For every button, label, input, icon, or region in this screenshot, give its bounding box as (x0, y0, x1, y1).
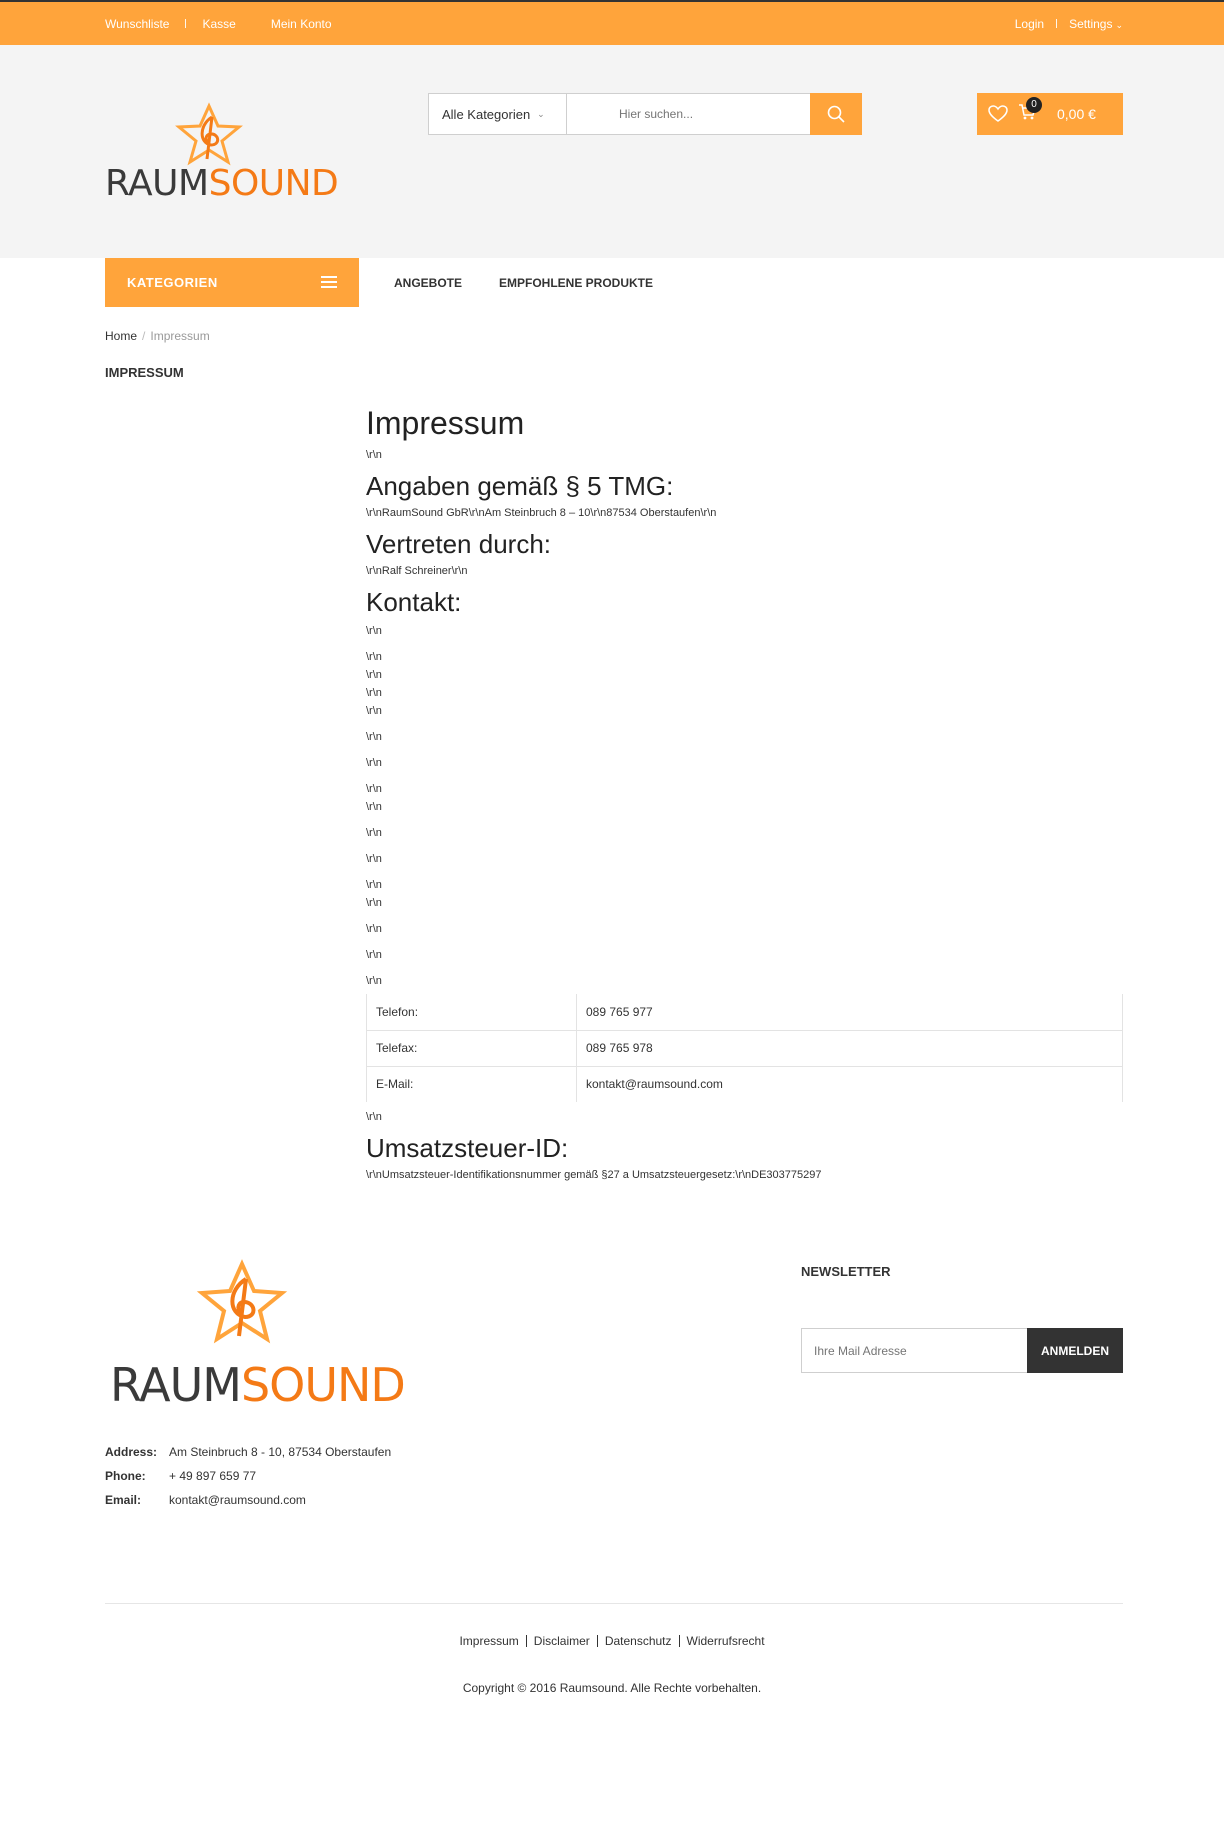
hamburger-icon (321, 276, 337, 291)
text-line: \r\n (366, 783, 382, 795)
text-line: \r\n (366, 975, 382, 987)
breadcrumb-separator: / (142, 329, 146, 343)
categories-label: KATEGORIEN (127, 275, 218, 290)
newsletter-title: NEWSLETTER (801, 1264, 891, 1279)
text-line: \r\n (366, 625, 382, 637)
account-link[interactable]: Mein Konto (270, 16, 332, 31)
text-line: \r\n (366, 923, 382, 935)
table-cell-value[interactable]: kontakt@raumsound.com (577, 1066, 1123, 1102)
footer-link-disclaimer[interactable]: Disclaimer (533, 1634, 590, 1648)
footer-contact-info (105, 1440, 391, 1512)
footer-links (0, 1634, 1224, 1648)
settings-label: Settings (1069, 16, 1113, 31)
text-line: \r\n (366, 879, 382, 891)
cart-icon[interactable] (1018, 98, 1037, 125)
divider (1056, 19, 1057, 28)
text-ust: \r\nUmsatzsteuer-Identifikationsnummer gemäß §27 a Umsatzsteuergesetz:\r\nDE303775297 (366, 1169, 822, 1181)
kontakt-lines (366, 622, 1123, 990)
email-value[interactable]: kontakt@raumsound.com (169, 1493, 306, 1507)
logo-star-icon (105, 1258, 425, 1358)
divider (526, 1635, 527, 1647)
table-row (367, 994, 1123, 1030)
cart-total: 0,00 € (1057, 106, 1096, 122)
breadcrumb-current: Impressum (150, 329, 210, 343)
logo-text (105, 163, 338, 204)
table-cell-label: E-Mail: (367, 1066, 577, 1102)
search-icon (827, 105, 845, 123)
main-nav (0, 258, 1224, 308)
email-row (105, 1488, 391, 1512)
address-row (105, 1440, 391, 1464)
text-vertreten: \r\nRalf Schreiner\r\n (366, 565, 468, 577)
table-cell-value: 089 765 977 (577, 994, 1123, 1030)
logo-text-accent: SOUND (208, 163, 339, 204)
header (0, 45, 1224, 258)
top-bar (0, 0, 1224, 45)
text-line: \r\n (366, 731, 382, 743)
breadcrumb-home[interactable]: Home (105, 329, 138, 343)
table-cell-label: Telefax: (367, 1030, 577, 1066)
sidebar-title: IMPRESSUM (105, 365, 184, 380)
divider (185, 19, 186, 28)
text-line: \r\n (366, 705, 382, 717)
text-line: \r\n (366, 827, 382, 839)
phone-value: + 49 897 659 77 (169, 1469, 257, 1483)
top-right (1015, 2, 1123, 45)
chevron-down-icon: ⌄ (537, 108, 545, 119)
footer-logo[interactable] (105, 1258, 425, 1412)
checkout-link[interactable]: Kasse (202, 16, 236, 31)
text-line: \r\n (366, 949, 382, 961)
newsletter-email-input[interactable] (801, 1328, 1027, 1373)
table-row (367, 1030, 1123, 1066)
heading-kontakt: Kontakt: (366, 587, 462, 617)
table-cell-label: Telefon: (367, 994, 577, 1030)
text-line: \r\n (366, 449, 382, 461)
logo-text-accent: SOUND (240, 1358, 405, 1412)
text-line: \r\n (366, 853, 382, 865)
page-content (366, 400, 1123, 1184)
footer-link-impressum[interactable]: Impressum (459, 1634, 519, 1648)
footer-link-datenschutz[interactable]: Datenschutz (604, 1634, 672, 1648)
categories-menu-button[interactable] (105, 258, 359, 307)
chevron-down-icon: ⌄ (1115, 19, 1123, 30)
text-tmg: \r\nRaumSound GbR\r\nAm Steinbruch 8 – 10\r\n87534 Oberstaufen\r\n (366, 507, 717, 519)
newsletter-submit-button[interactable]: ANMELDEN (1027, 1328, 1123, 1373)
search-button[interactable] (810, 93, 862, 135)
nav-link-angebote[interactable]: ANGEBOTE (394, 275, 463, 290)
top-links (105, 2, 332, 45)
category-select-label: Alle Kategorien (442, 106, 531, 122)
search-input[interactable] (567, 94, 810, 134)
text-line: \r\n (366, 1111, 382, 1123)
address-value: Am Steinbruch 8 - 10, 87534 Oberstaufen (169, 1445, 392, 1459)
breadcrumb (105, 329, 210, 343)
divider (679, 1635, 680, 1647)
login-link[interactable]: Login (1014, 16, 1045, 31)
logo[interactable] (105, 101, 341, 204)
heading-ust: Umsatzsteuer-ID: (366, 1133, 569, 1163)
phone-label: Phone: (105, 1469, 146, 1483)
category-select[interactable] (429, 94, 567, 134)
settings-dropdown[interactable] (1069, 17, 1123, 31)
search-bar (428, 93, 862, 135)
table-row (367, 1066, 1123, 1102)
footer-logo-text (110, 1358, 405, 1412)
heading-vertreten: Vertreten durch: (366, 529, 551, 559)
page-title: Impressum (366, 405, 525, 441)
logo-text-dark: RAUM (105, 163, 209, 204)
email-label: Email: (105, 1493, 142, 1507)
text-line: \r\n (366, 651, 382, 663)
text-line: \r\n (366, 687, 382, 699)
newsletter-form (801, 1328, 1123, 1373)
text-line: \r\n (366, 757, 382, 769)
nav-link-empfohlene-produkte[interactable]: EMPFOHLENE PRODUKTE (499, 275, 654, 290)
logo-text-dark: RAUM (110, 1358, 241, 1412)
contact-table (366, 994, 1123, 1102)
divider (597, 1635, 598, 1647)
cart-count-badge: 0 (1026, 97, 1042, 113)
footer-link-widerrufsrecht[interactable]: Widerrufsrecht (686, 1634, 765, 1648)
heading-tmg: Angaben gemäß § 5 TMG: (366, 471, 674, 501)
copyright: Copyright © 2016 Raumsound. Alle Rechte vorbehalten. (462, 1681, 762, 1695)
footer-divider (105, 1603, 1123, 1604)
phone-row (105, 1464, 391, 1488)
text-line: \r\n (366, 669, 382, 681)
text-line: \r\n (366, 801, 382, 813)
wishlist-link[interactable]: Wunschliste (105, 16, 170, 31)
cart-widget[interactable] (977, 93, 1123, 135)
address-label: Address: (105, 1445, 158, 1459)
text-line: \r\n (366, 897, 382, 909)
table-cell-value: 089 765 978 (577, 1030, 1123, 1066)
heart-icon[interactable] (988, 105, 1008, 123)
